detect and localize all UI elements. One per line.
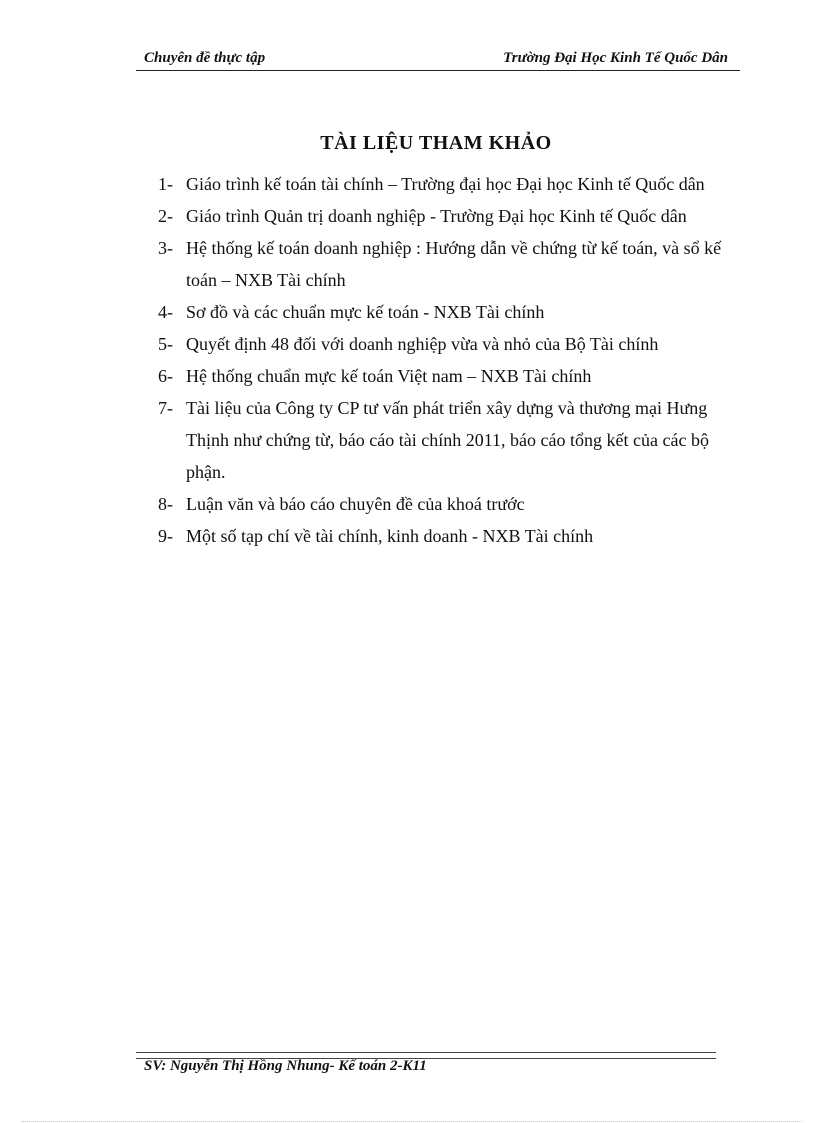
page-edge-divider — [22, 1121, 802, 1122]
reference-number: 1- — [158, 174, 173, 194]
reference-text: Hệ thống kế toán doanh nghiệp : Hướng dẫn về chứng từ kế toán, và sổ kế toán – NXB Tài chính — [186, 238, 722, 290]
reference-number: 7- — [158, 398, 173, 418]
reference-item — [158, 520, 744, 552]
reference-item — [158, 392, 744, 488]
reference-item — [158, 488, 744, 520]
reference-item — [158, 328, 744, 360]
reference-text: Quyết định 48 đối với doanh nghiệp vừa và nhỏ của Bộ Tài chính — [186, 334, 659, 354]
reference-number: 6- — [158, 366, 173, 386]
page-header — [136, 48, 740, 71]
reference-item — [158, 232, 744, 296]
reference-item — [158, 360, 744, 392]
reference-number: 2- — [158, 206, 173, 226]
reference-number: 3- — [158, 238, 173, 258]
reference-number: 5- — [158, 334, 173, 354]
reference-text: Luận văn và báo cáo chuyên đề của khoá trước — [186, 494, 525, 514]
header-left-text: Chuyên đề thực tập — [144, 50, 266, 66]
reference-text: Một số tạp chí về tài chính, kinh doanh - NXB Tài chính — [186, 526, 594, 546]
page-title: TÀI LIỆU THAM KHẢO — [320, 132, 552, 154]
reference-text: Giáo trình kế toán tài chính – Trường đại học Đại học Kinh tế Quốc dân — [186, 174, 705, 194]
reference-number: 9- — [158, 526, 173, 546]
reference-item — [158, 168, 744, 200]
reference-item — [158, 200, 744, 232]
reference-list — [158, 168, 744, 552]
reference-text: Giáo trình Quản trị doanh nghiệp - Trường Đại học Kinh tế Quốc dân — [186, 206, 687, 226]
page-footer: SV: Nguyễn Thị Hồng Nhung- Kế toán 2-K11 — [144, 1058, 427, 1074]
reference-number: 4- — [158, 302, 173, 322]
reference-text: Sơ đồ và các chuẩn mực kế toán - NXB Tài chính — [186, 302, 545, 322]
reference-number: 8- — [158, 494, 173, 514]
reference-text: Tài liệu của Công ty CP tư vấn phát triển xây dựng và thương mại Hưng Thịnh như chứng từ, báo cáo tài chính 2011, báo cáo tổng kết của các bộ phận. — [186, 398, 709, 482]
reference-text: Hệ thống chuẩn mực kế toán Việt nam – NXB Tài chính — [186, 366, 592, 386]
header-right-text: Trường Đại Học Kinh Tế Quốc Dân — [503, 50, 728, 66]
reference-item — [158, 296, 744, 328]
